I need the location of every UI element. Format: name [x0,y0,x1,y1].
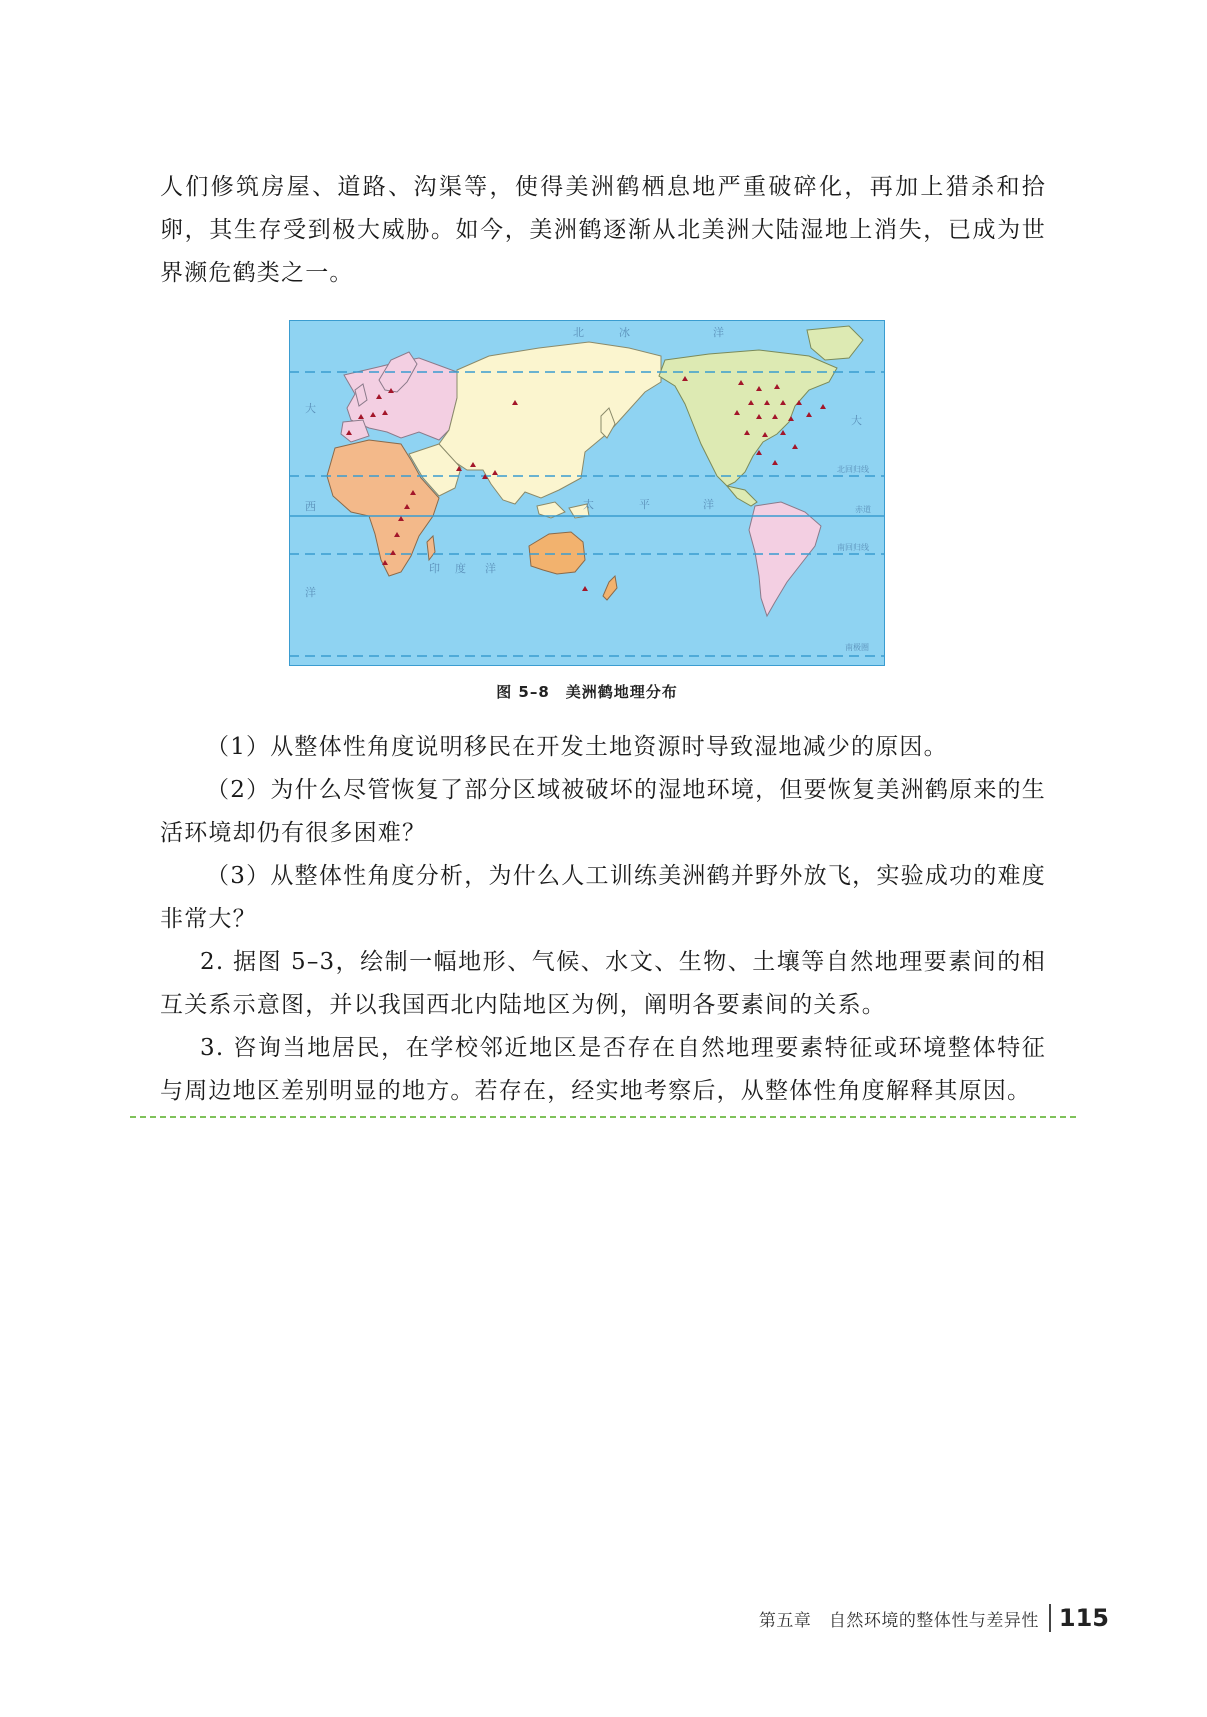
label-pac-tai: 太 [583,498,594,511]
label-ind-yin: 印 [429,562,440,575]
task-2: 2. 据图 5–3，绘制一幅地形、气候、水文、生物、土壤等自然地理要素间的相互关系示意图，并以我国西北内陆地区为例，阐明各要素间的关系。 [160,949,1046,1018]
page-footer [759,1603,1109,1633]
task-3: 3. 咨询当地居民，在学校邻近地区是否存在自然地理要素特征或环境整体特征与周边地区差别明显的地方。若存在，经实地考察后，从整体性角度解释其原因。 [160,1035,1046,1104]
label-atl-right-da: 大 [851,414,862,427]
label-arctic-yang: 洋 [713,326,724,339]
figure-caption: 图 5–8 美洲鹤地理分布 [496,683,678,701]
question-1: （1）从整体性角度说明移民在开发土地资源时导致湿地减少的原因。 [206,734,948,760]
crane-distribution-map [289,320,885,666]
label-antarctic-circle: 南极圈 [845,643,869,652]
label-pac-yang: 洋 [703,498,714,511]
label-atl-yang: 洋 [305,586,316,599]
chapter-title: 第五章 自然环境的整体性与差异性 [758,1610,1039,1631]
label-arctic-bei: 北 [573,326,584,339]
footer-separator [1049,1604,1051,1632]
label-atl-da: 大 [305,402,316,415]
label-tropic-cancer: 北回归线 [837,465,869,474]
question-2: （2）为什么尽管恢复了部分区域被破坏的湿地环境，但要恢复美洲鹤原来的生活环境却仍有很多困难？ [160,777,1046,846]
question-3: （3）从整体性角度分析，为什么人工训练美洲鹤并野外放飞，实验成功的难度非常大？ [160,863,1046,932]
page-number: 115 [1058,1604,1109,1632]
label-atl-xi: 西 [305,500,316,513]
section-divider [130,1116,1076,1118]
label-tropic-capricorn: 南回归线 [837,543,869,552]
intro-paragraph: 人们修筑房屋、道路、沟渠等，使得美洲鹤栖息地严重破碎化，再加上猎杀和拾卵，其生存受到极大威胁。如今，美洲鹤逐渐从北美洲大陆湿地上消失，已成为世界濒危鹤类之一。 [160,174,1046,286]
label-ind-du: 度 [455,562,466,575]
label-equator: 赤道 [855,505,871,514]
label-arctic-bing: 冰 [619,326,630,339]
label-pac-ping: 平 [639,498,650,511]
label-ind-yang: 洋 [485,562,496,575]
